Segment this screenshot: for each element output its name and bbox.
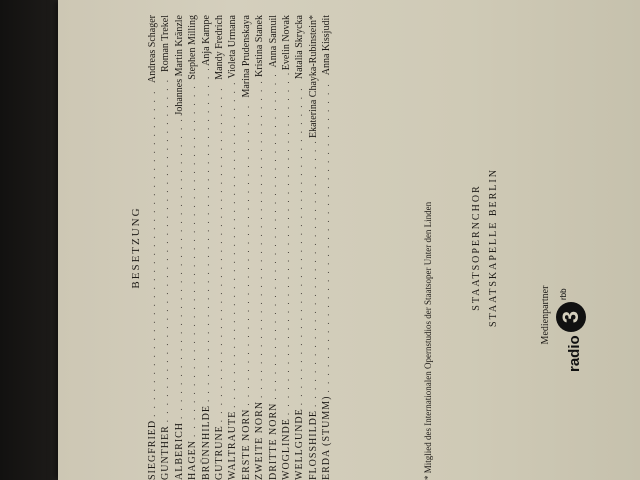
role-name: SIEGFRIED: [147, 419, 158, 480]
dot-leader: [160, 75, 170, 422]
cast-row: [294, 15, 307, 480]
cast-row: [147, 15, 160, 480]
singer-name: Mandy Fredrich: [213, 15, 225, 80]
section-title: BESETZUNG: [130, 206, 142, 289]
logo-radio-text: radio: [566, 335, 583, 372]
dot-leader: [308, 141, 318, 407]
dark-background: [0, 0, 62, 480]
dot-leader: [147, 86, 157, 417]
singer-name: Stephen Milling: [187, 15, 199, 80]
role-name: DRITTE NORN: [267, 402, 279, 480]
orchestra-name: STAATSKAPELLE BERLIN: [488, 168, 499, 327]
role-name: HAGEN: [187, 440, 199, 480]
dot-leader: [281, 73, 291, 415]
singer-name: Andreas Schager: [147, 15, 158, 84]
program-content: [130, 0, 600, 480]
role-name: WOGLINDE: [280, 418, 292, 480]
singer-name: Anna Samuil: [267, 15, 279, 68]
dot-leader: [321, 78, 331, 392]
singer-name: Kristina Stanek: [254, 15, 266, 77]
dot-leader: [201, 69, 211, 402]
dot-leader: [294, 82, 304, 405]
singer-name: Marina Prudenskaya: [240, 15, 252, 98]
role-name: WELLGUNDE: [294, 408, 306, 480]
cast-row: [241, 15, 254, 480]
role-name: ALBERICH: [173, 422, 185, 480]
cast-row: [308, 15, 321, 480]
cast-row: [160, 15, 173, 480]
role-name: GUTRUNE: [213, 425, 225, 480]
logo-number-badge: 3: [556, 302, 586, 332]
cast-list: [147, 15, 334, 480]
cast-row: [214, 15, 227, 480]
role-name: BRÜNNHILDE: [200, 405, 212, 480]
singer-name: Anja Kampe: [200, 15, 212, 66]
singer-name: Ekaterina Chayka-Rubinstein*: [307, 15, 319, 139]
media-partner-label: Medienpartner: [540, 285, 551, 345]
role-name: ERDA (STUMM): [321, 395, 333, 480]
cast-row: [227, 15, 240, 480]
singer-name: Johannes Martin Kränzle: [173, 15, 185, 116]
chorus-name: STAATSOPERNCHOR: [471, 184, 482, 311]
dot-leader: [254, 80, 264, 398]
cast-row: [174, 15, 187, 480]
singer-name: Roman Trekel: [160, 15, 172, 72]
cast-row: [187, 15, 200, 480]
footnote: * Mitglied des Internationalen Opernstudios der Staatsoper Unter den Linden: [423, 201, 433, 480]
cast-row: [321, 15, 334, 480]
logo-rbb-text: rbb: [559, 288, 568, 300]
dot-leader: [187, 83, 197, 437]
role-name: ZWEITE NORN: [254, 400, 266, 480]
role-name: ERSTE NORN: [240, 408, 252, 480]
dot-leader: [214, 83, 224, 423]
dot-leader: [241, 100, 251, 405]
role-name: GUNTHER: [160, 425, 172, 480]
radio3-logo: [556, 252, 590, 372]
singer-name: Violeta Urmana: [227, 15, 239, 79]
ensemble-block: [468, 15, 502, 480]
role-name: WALTRAUTE: [227, 410, 239, 480]
singer-name: Anna Kissjudit: [321, 15, 333, 76]
role-name: FLOSSHILDE: [307, 409, 319, 480]
dot-leader: [174, 119, 184, 419]
singer-name: Evelin Novak: [280, 15, 292, 71]
cast-row: [201, 15, 214, 480]
cast-row: [281, 15, 294, 480]
cast-row: [268, 15, 281, 480]
dot-leader: [268, 71, 278, 400]
cast-row: [254, 15, 267, 480]
singer-name: Natalia Skrycka: [294, 15, 306, 80]
dot-leader: [227, 82, 237, 408]
